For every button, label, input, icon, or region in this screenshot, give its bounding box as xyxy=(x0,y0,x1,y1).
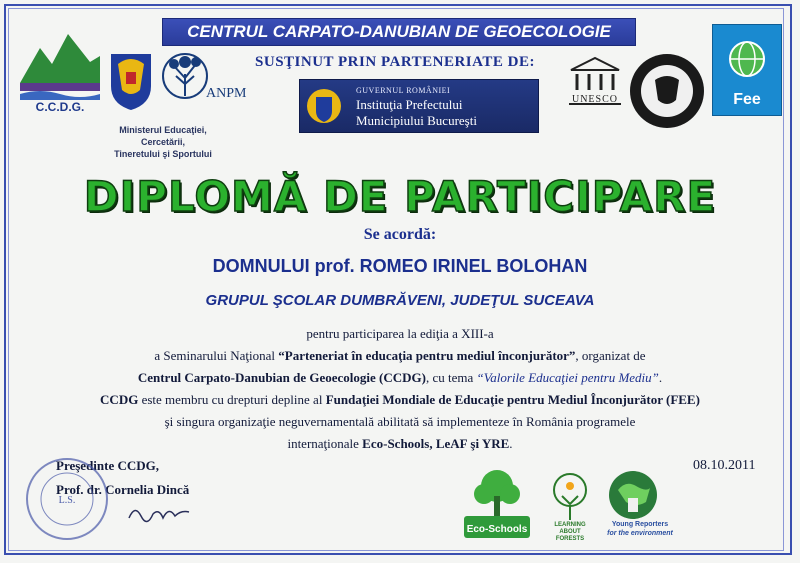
official-stamp-icon xyxy=(24,456,110,542)
yre-label-line-2: for the environment xyxy=(607,530,673,537)
ministry-caption xyxy=(108,124,218,160)
awarded-to-label: Se acordă: xyxy=(363,226,437,243)
body-line-3 xyxy=(30,370,770,386)
fee-full-name: Fundaţiei Mondiale de Educaţie pentru Mediul Înconjurător (FEE) xyxy=(325,392,700,407)
leaf-label-line-3: FORESTS xyxy=(555,536,585,542)
partners-heading: SUSŢINUT PRIN PARTENERIATE DE: xyxy=(255,54,535,70)
unesco-label: UNESCO xyxy=(571,94,618,105)
body-line-4 xyxy=(30,392,770,408)
fee-globe-icon xyxy=(727,39,767,79)
diploma-title: DIPLOMĂ DE PARTICIPARE xyxy=(83,172,717,221)
yre-globe-icon xyxy=(606,468,660,522)
body-line-5: şi singura organizaţie neguvernamentală abilitată să implementeze în România programele xyxy=(164,414,636,429)
ministry-environment-seal-icon xyxy=(628,52,706,130)
stamp-ls-label: L.S. xyxy=(58,495,76,506)
ministry-line-1: Ministerul Educaţiei, Cercetării, xyxy=(119,125,207,147)
prefectura-coat-icon xyxy=(306,85,342,127)
organization-banner: CENTRUL CARPATO-DANUBIAN DE GEOECOLOGIE xyxy=(162,18,636,46)
fee-logo-panel xyxy=(712,24,782,116)
anpm-logo-label: ANPM xyxy=(206,86,247,101)
recipient-name: DOMNULUI prof. ROMEO IRINEL BOLOHAN xyxy=(212,256,588,276)
body-line-3-text: , cu tema xyxy=(426,370,477,385)
body-line-6 xyxy=(30,436,770,452)
body-line-2 xyxy=(30,348,770,364)
signature-icon xyxy=(125,498,195,528)
body-line-6-end: . xyxy=(509,436,513,451)
body-line-3-end: . xyxy=(658,370,663,385)
body-line-4-text: este membru cu drepturi depline al xyxy=(138,392,326,407)
body-line-6-text: internaţionale xyxy=(287,436,363,451)
recipient-school: GRUPUL ŞCOLAR DUMBRĂVENI, JUDEŢUL SUCEAVA xyxy=(205,292,595,309)
seminar-name: “Parteneriat în educaţia pentru mediul înconjurător” xyxy=(278,348,576,363)
yre-label-line-1: Young Reporters xyxy=(611,521,669,528)
body-line-2-end: , organizat de xyxy=(575,348,646,363)
prefectura-logo-panel xyxy=(299,79,539,133)
leaf-label-line-2: ABOUT xyxy=(559,529,581,535)
prefectura-line-1: Instituţia Prefectului xyxy=(356,97,463,112)
president-title: Preşedinte CCDG, xyxy=(56,458,160,473)
ccdg-logo-label: C.C.D.G. xyxy=(35,100,85,114)
yre-label xyxy=(600,520,680,538)
theme-name: “Valorile Educaţiei pentru Mediu” xyxy=(476,370,659,385)
prefectura-government-label: GUVERNUL ROMÂNIEI xyxy=(356,86,451,95)
body-line-1: pentru participarea la ediţia a XIII-a xyxy=(306,326,494,341)
issue-date: 08.10.2011 xyxy=(693,458,756,473)
programmes-list: Eco-Schools, LeAF şi YRE xyxy=(362,436,510,451)
eco-schools-label: Eco-Schools xyxy=(466,524,528,535)
leaf-label xyxy=(536,522,604,543)
organizer-name: Centrul Carpato-Danubian de Geoecologie (CCDG) xyxy=(137,370,426,385)
ministry-line-2: Tineretului şi Sportului xyxy=(114,149,212,159)
fee-logo-label: Fee xyxy=(733,91,761,108)
romania-coat-of-arms-icon xyxy=(106,50,156,112)
anpm-tree-logo xyxy=(160,48,210,108)
leaf-label-line-1: LEARNING xyxy=(554,522,586,528)
ccdg-abbrev: CCDG xyxy=(100,392,139,407)
prefectura-line-2: Municipiului Bucureşti xyxy=(356,113,477,128)
body-line-2-text: a Seminarului Naţional xyxy=(154,348,279,363)
president-name: Prof. dr. Cornelia Dincă xyxy=(56,482,190,497)
